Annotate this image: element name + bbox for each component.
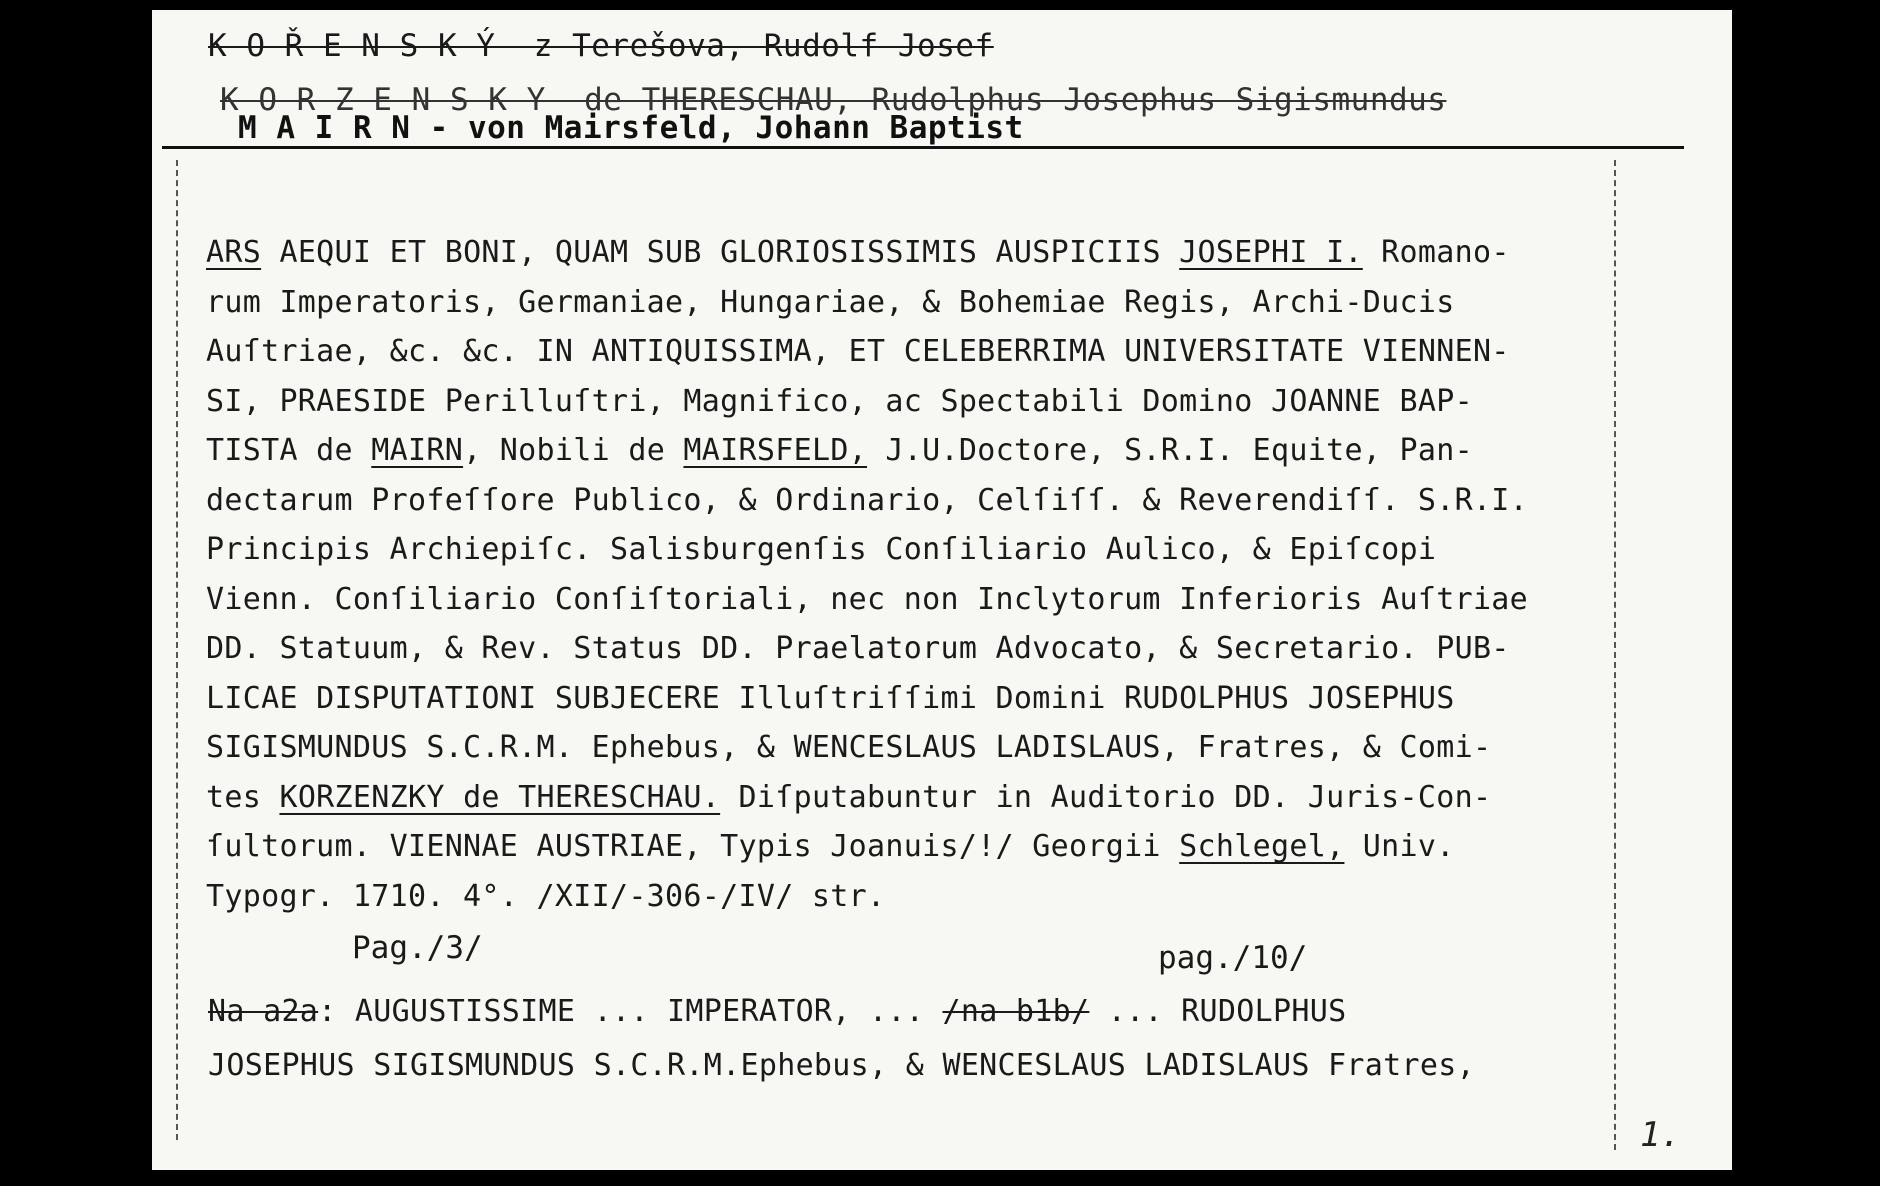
heading-latin-name: K O R Z E N S K Y de THERESCHAU, Rudolphus Josephus Sigismundus: [220, 82, 1447, 118]
body-line: Typogr. 1710. 4°. /XII/-306-/IV/ str.: [206, 878, 886, 914]
excerpt-line: Na a2a: AUGUSTISSIME ... IMPERATOR, ... /na b1b/ ... RUDOLPHUS: [208, 994, 1347, 1029]
body-line: ARS AEQUI ET BONI, QUAM SUB GLORIOSISSIMIS AUSPICIIS JOSEPHI I. Romano-: [206, 235, 1510, 270]
left-margin-line: [176, 160, 178, 1140]
body-line: Vienn. Conſiliario Conſiſtoriali, nec non Inclytorum Inferioris Auſtriae: [206, 581, 1529, 617]
body-line: ſultorum. VIENNAE AUSTRIAE, Typis Joanuis/!/ Georgii Schlegel, Univ.: [206, 829, 1455, 864]
page-reference-right: pag./10/: [1158, 940, 1308, 976]
card-number: 1.: [1640, 1115, 1681, 1155]
page-reference-left: Pag./3/: [352, 930, 483, 966]
body-line: TISTA de MAIRN, Nobili de MAIRSFELD, J.U.Doctore, S.R.I. Equite, Pan-: [206, 433, 1473, 468]
body-line: tes KORZENZKY de THERESCHAU. Diſputabuntur in Auditorio DD. Juris-Con-: [206, 779, 1492, 815]
heading-main-entry: M A I R N - von Mairsfeld, Johann Baptist: [238, 110, 1024, 146]
body-line: SIGISMUNDUS S.C.R.M. Ephebus, & WENCESLAUS LADISLAUS, Fratres, & Comi-: [206, 730, 1492, 765]
heading-rule: [162, 146, 1684, 149]
heading-czech-name: K O Ř E N S K Ý z Terešova, Rudolf Josef: [208, 28, 994, 64]
title-description: [206, 228, 1626, 921]
body-line: rum Imperatoris, Germaniae, Hungariae, & Bohemiae Regis, Archi-Ducis: [206, 284, 1455, 320]
excerpt-line: JOSEPHUS SIGISMUNDUS S.C.R.M.Ephebus, & WENCESLAUS LADISLAUS Fratres,: [208, 1048, 1475, 1083]
body-line: Auſtriae, &c. &c. IN ANTIQUISSIMA, ET CELEBERRIMA UNIVERSITATE VIENNEN-: [206, 334, 1510, 369]
body-line: DD. Statuum, & Rev. Status DD. Praelatorum Advocato, & Secretario. PUB-: [206, 631, 1510, 666]
catalog-card: [152, 10, 1732, 1170]
body-line: LICAE DISPUTATIONI SUBJECERE Illuſtriſſimi Domini RUDOLPHUS JOSEPHUS: [206, 680, 1455, 716]
excerpt-text: [208, 985, 1628, 1093]
body-line: SI, PRAESIDE Perilluſtri, Magnifico, ac Spectabili Domino JOANNE BAP-: [206, 383, 1473, 419]
body-line: dectarum Profeſſore Publico, & Ordinario, Celſiſſ. & Reverendiſſ. S.R.I.: [206, 482, 1529, 518]
body-line: Principis Archiepiſc. Salisburgenſis Conſiliario Aulico, & Epiſcopi: [206, 532, 1437, 567]
